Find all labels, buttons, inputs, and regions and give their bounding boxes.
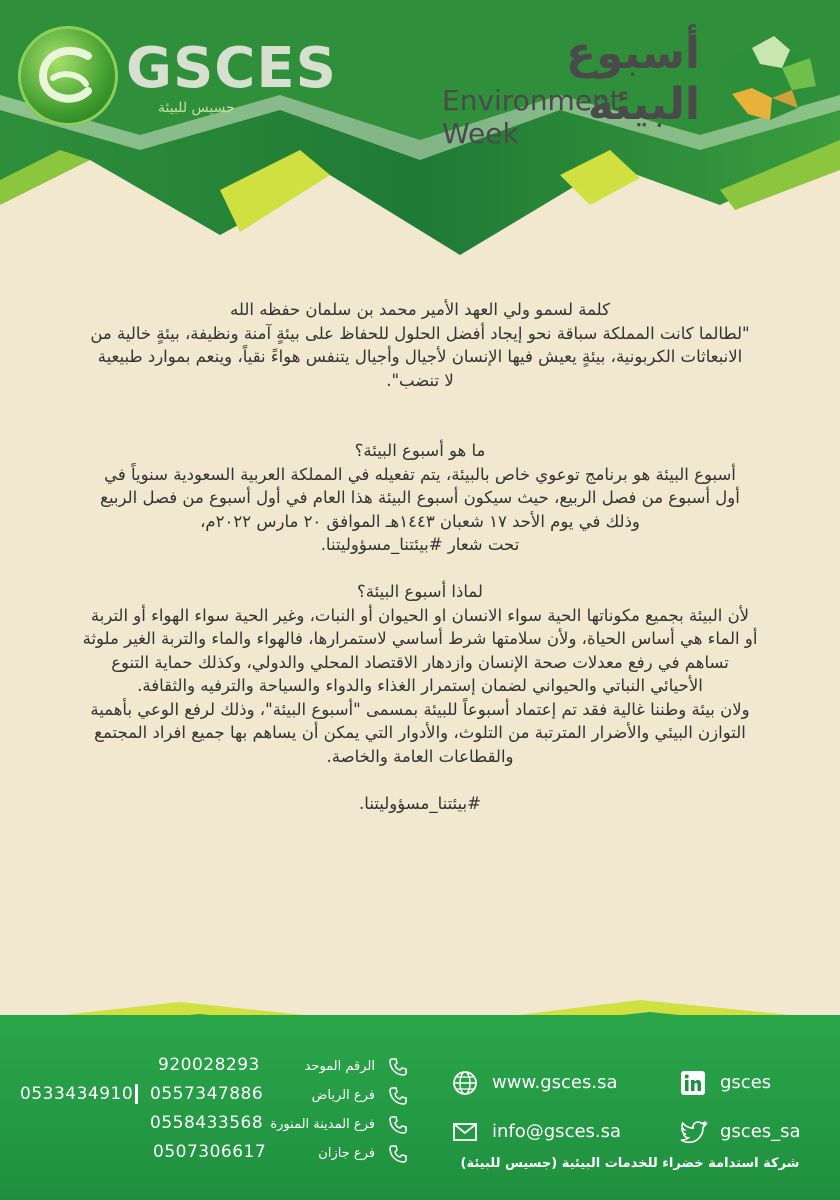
phone-label: فرع الرياض — [311, 1088, 375, 1103]
why-line: والقطاعات العامة والخاصة. — [326, 746, 514, 766]
gsces-logo — [18, 26, 337, 126]
quote-line: لا تنضب". — [386, 370, 454, 390]
why-line: أو الماء هي أساس الحياة، ولأن سلامتها شرط أساسي لاستمرارها، فالهواء والماء والتربة الغير ملوثة — [82, 629, 758, 648]
linkedin-icon — [680, 1070, 706, 1096]
why-line: تساهم في رفع معدلات صحة الإنسان وازدهار الاقتصاد المحلي والدولي، وكذلك حماية التنوع — [111, 652, 729, 672]
gsces-emblem-icon — [18, 26, 118, 126]
why-line: لأن البيئة بجميع مكوناتها الحية سواء الانسان او الحيوان أو النبات، وغير الحية سواء الهواء أو التربة — [90, 605, 750, 625]
why-heading: لماذا أسبوع البيئة؟ — [357, 582, 483, 601]
mail-icon — [452, 1119, 478, 1145]
what-line: أسبوع البيئة هو برنامج توعوي خاص بالبيئة، يتم تفعيله في المملكة العربية السعودية سنوياً في — [104, 464, 736, 484]
what-line: تحت شعار #بيئتنا_مسؤوليتنا. — [320, 535, 520, 554]
phone-list — [20, 1055, 420, 1175]
phone-number[interactable]: 0558433568 — [150, 1113, 264, 1133]
hashtag: #بيئتنا_مسؤوليتنا. — [359, 793, 481, 813]
phone-number[interactable]: 920028293 — [158, 1055, 260, 1075]
what-line: وذلك في يوم الأحد ١٧ شعبان ١٤٤٣هـ الموافق ٢٠ مارس ٢٠٢٢م، — [200, 511, 640, 531]
gsces-wordmark: GSCES — [126, 36, 337, 101]
email-text: info@gsces.sa — [492, 1121, 622, 1142]
gsces-subtitle: جسيس للبيئة — [158, 100, 235, 116]
twitter-icon — [680, 1119, 708, 1145]
why-line: التوازن البيئي والأضرار المترتبة من التلوث، والأدوار التي يمكن أن يساهم بها جميع افراد المجتمع — [94, 723, 746, 742]
saudi-map-icon — [712, 28, 822, 128]
twitter-text: gsces_sa — [720, 1121, 801, 1142]
what-heading: ما هو أسبوع البيئة؟ — [354, 441, 486, 460]
phone-icon — [388, 1144, 408, 1164]
separator — [135, 1084, 138, 1104]
what-line: أول أسبوع من فصل الربيع، حيث سيكون أسبوع البيئة هذا العام في أول أسبوع من فصل الربيع — [100, 488, 740, 507]
phone-icon — [388, 1086, 408, 1106]
linkedin-text: gsces — [720, 1072, 772, 1093]
phone-label: الرقم الموحد — [304, 1059, 375, 1074]
phone-label: فرع المدينة المنورة — [270, 1117, 375, 1132]
phone-number[interactable]: 0557347886 — [150, 1084, 264, 1104]
event-title-arabic: أسبوع البيئة — [566, 28, 700, 130]
quote-line: "لطالما كانت المملكة سباقة نحو إيجاد أفضل الحلول للحفاظ على بيئةٍ آمنة ونظيفة، بيئةٍ خالية من — [90, 323, 750, 343]
globe-icon — [452, 1070, 478, 1096]
environment-week-logo — [442, 28, 822, 150]
website-text: www.gsces.sa — [492, 1072, 618, 1093]
event-title-english: Environment Week — [442, 84, 621, 150]
phone-label: فرع جازان — [318, 1146, 375, 1161]
phone-icon — [388, 1057, 408, 1077]
why-line: الأحيائي النباتي والحيواني لضمان إستمرار الغذاء والدواء والسياحة والترفيه والثقافة. — [137, 676, 703, 695]
phone-number-extra[interactable]: 0533434910 — [20, 1084, 134, 1104]
quote-line: الانبعاثات الكربونية، بيئةٍ يعيش فيها الإنسان لأجيال وأجيال يتنفس هواءً نقياً، وينعم بموارد طبيعية — [97, 347, 743, 366]
company-name: شركة استدامة خضراء للخدمات البيئية (جسيس للبيئة) — [460, 1156, 800, 1171]
phone-icon — [388, 1115, 408, 1135]
phone-number[interactable]: 0507306617 — [153, 1142, 267, 1162]
article-body — [20, 298, 820, 815]
why-line: ولان بيئة وطننا غالية فقد تم إعتماد أسبوعاً للبيئة بمسمى "أسبوع البيئة"، وذلك لرفع الوعي بأهمية — [90, 699, 750, 719]
quote-heading: كلمة لسمو ولي العهد الأمير محمد بن سلمان حفظه الله — [230, 300, 610, 319]
